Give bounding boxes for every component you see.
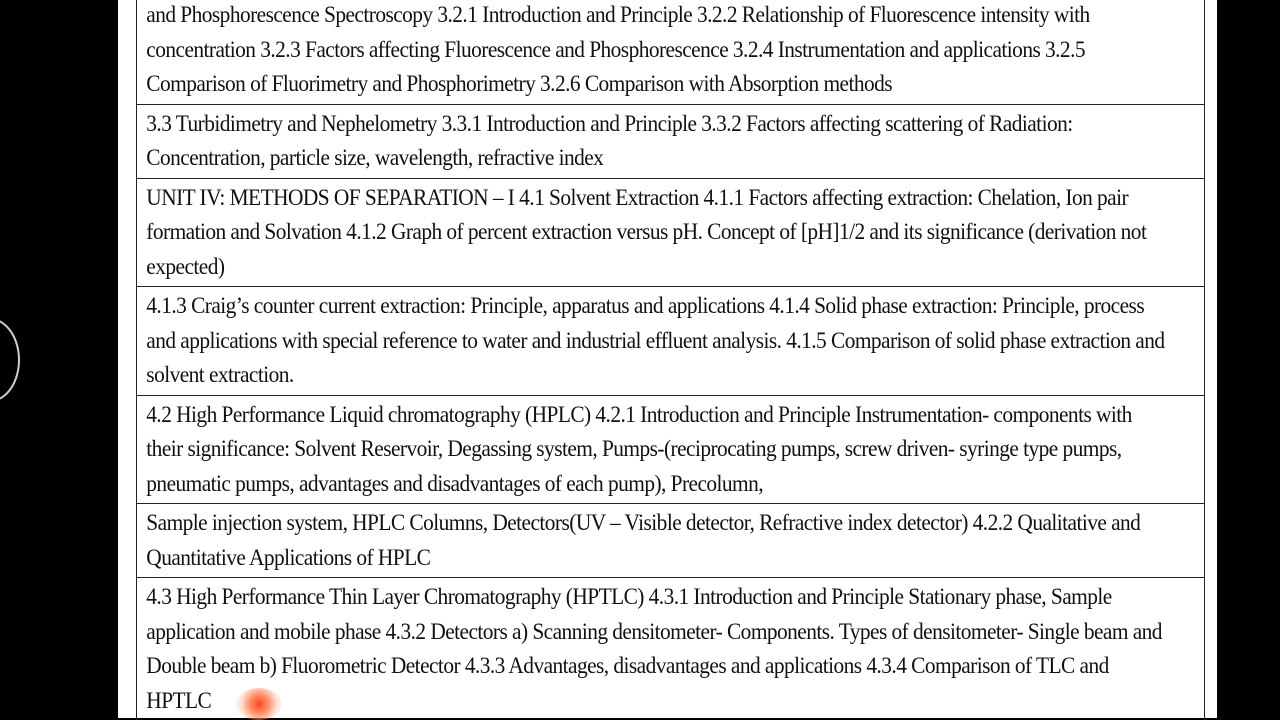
row-text: 3.3 Turbidimetry and Nephelometry 3.3.1 Introduction and Principle 3.3.2 Factors affecting scattering of Radiation: Concentration, particle size, wavelength, refractive index — [146, 110, 1073, 170]
table-row — [137, 0, 1204, 105]
row-text: 4.1.3 Craig’s counter current extraction: Principle, apparatus and applications 4.1.4 Solid phase extraction: Principle, process and applications with special reference to water and industrial effluent analysis. 4.1.5 Comparison of solid phase extraction and solvent extraction. — [146, 293, 1165, 387]
document-page — [118, 0, 1217, 718]
row-text: and Phosphorescence Spectroscopy 3.2.1 Introduction and Principle 3.2.2 Relationship of Fluorescence intensity with concentration 3.2.3 Factors affecting Fluorescence and Phosphorescence 3.2.4 Instrumentation and applications 3.2.5 Comparison of Fluorimetry and Phosphorimetry 3.2.6 Comparison with Absorption methods — [146, 2, 1090, 96]
row-text: UNIT IV: METHODS OF SEPARATION – I 4.1 Solvent Extraction 4.1.1 Factors affecting extraction: Chelation, Ion pair formation and Solvation 4.1.2 Graph of percent extraction versus pH. Concept of [pH]1/2 and its significance (derivation not expected) — [146, 184, 1147, 279]
syllabus-table — [136, 0, 1205, 720]
table-row — [137, 504, 1204, 578]
row-text: 4.2 High Performance Liquid chromatography (HPLC) 4.2.1 Introduction and Principle Instrumentation- components with their significance: Solvent Reservoir, Degassing system, Pumps-(reciprocating pumps, screw driven- syringe type pumps, pneumatic pumps, advantages and disadvantages of each pump), Precolumn, — [146, 401, 1132, 496]
table-row — [137, 105, 1204, 179]
row-text: Sample injection system, HPLC Columns, Detectors(UV – Visible detector, Refractive index detector) 4.2.2 Qualitative and Quantitative Applications of HPLC — [146, 510, 1141, 570]
table-row — [137, 179, 1204, 288]
row-text: 4.3 High Performance Thin Layer Chromatography (HPTLC) 4.3.1 Introduction and Principle Stationary phase, Sample application and mobile phase 4.3.2 Detectors a) Scanning densitometer- Components. Types of densitometer- Single beam and Double beam b) Fluorometric Detector 4.3.3 Advantages, disadvantages and applications 4.3.4 Comparison of TLC and HPTLC — [146, 584, 1162, 713]
table-row — [137, 578, 1204, 720]
table-row — [137, 287, 1204, 396]
side-nav-handle[interactable] — [0, 318, 20, 402]
table-row — [137, 396, 1204, 505]
pointer-highlight — [236, 688, 282, 720]
